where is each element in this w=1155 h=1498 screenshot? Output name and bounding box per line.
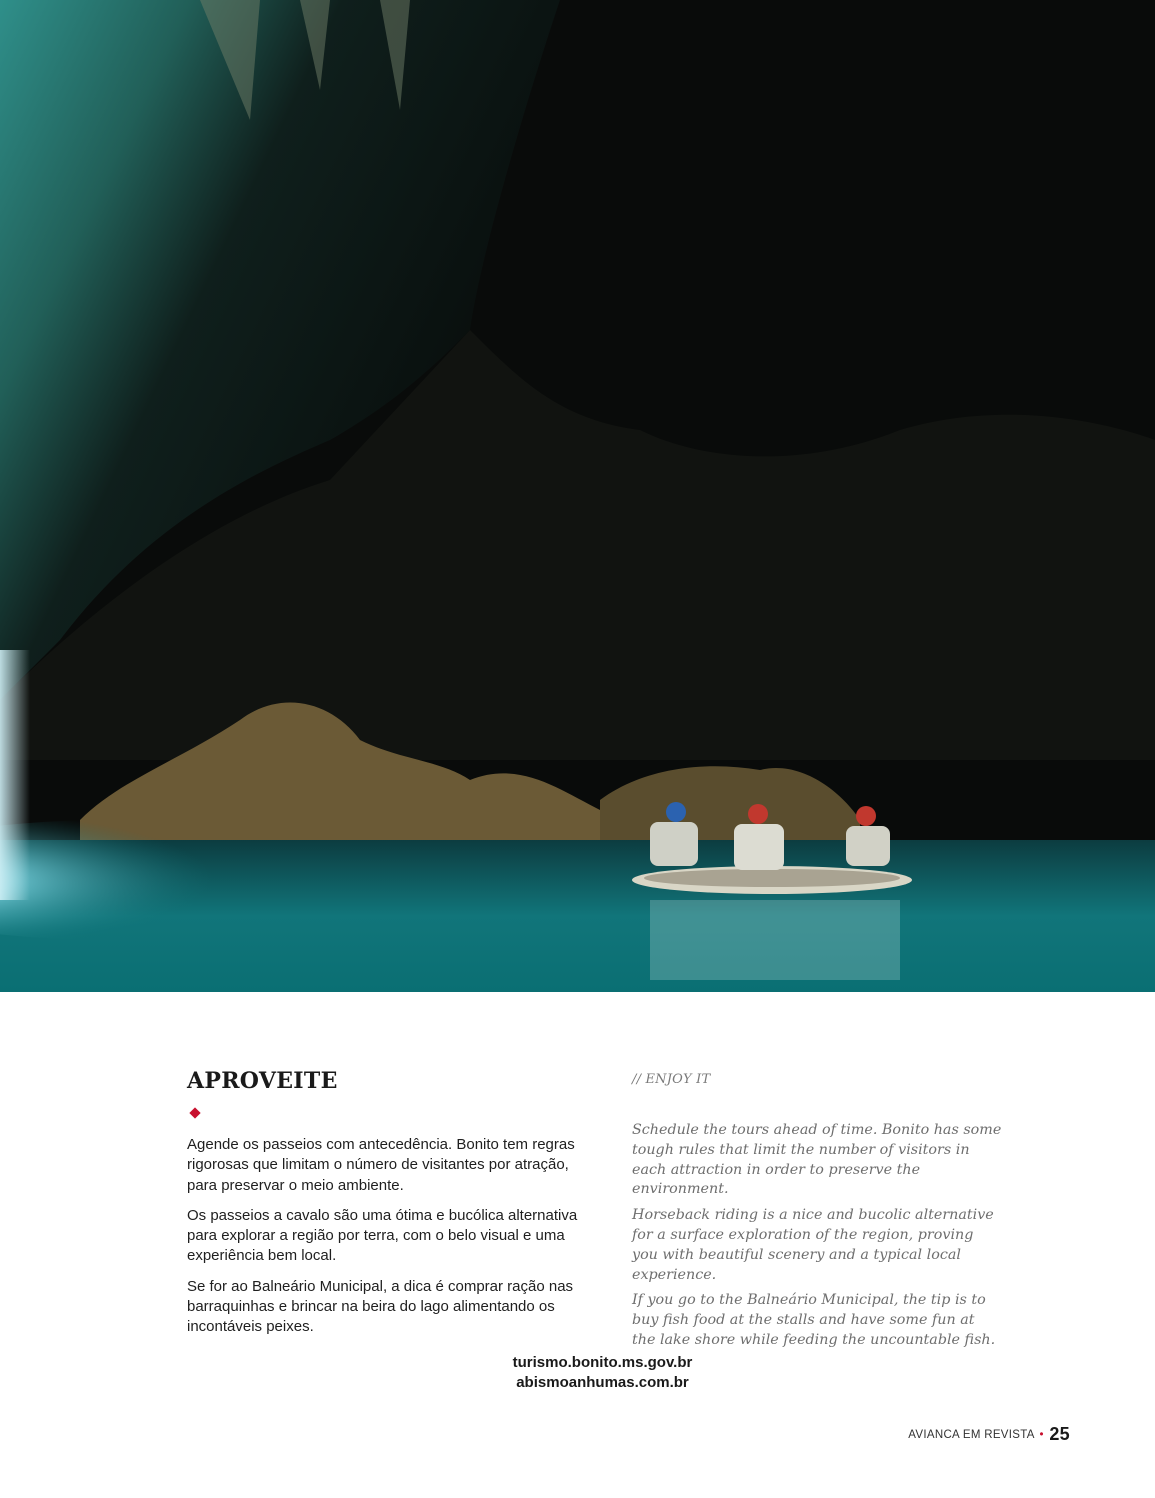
magazine-name: AVIANCA EM REVISTA [908, 1429, 1035, 1441]
link-turismo[interactable]: turismo.bonito.ms.gov.br [512, 1354, 693, 1371]
pt-paragraph: Se for ao Balneário Municipal, a dica é comprar ração nas barraquinhas e brincar na beira do lago alimentando os incontáveis peixes. [187, 1277, 574, 1336]
pt-paragraph: Os passeios a cavalo são uma ótima e bucólica alternativa para explorar a região por terra, com o belo visual e uma experiência bem local. [187, 1206, 578, 1265]
diamond-bullet-icon [189, 1107, 200, 1118]
en-paragraph: Horseback riding is a nice and bucolic alternative for a surface exploration of the region, proving you with beautiful scenery and a typical local experience. [632, 1207, 994, 1283]
en-paragraph: Schedule the tours ahead of time. Bonito has some tough rules that limit the number of visitors in each attraction in order to preserve the environment. [632, 1122, 1002, 1198]
portuguese-text [187, 1135, 597, 1348]
page-footer [908, 1424, 1070, 1445]
section-title: APROVEITE [187, 1068, 338, 1094]
page-number: 25 [1049, 1424, 1070, 1444]
separator-dot: • [1039, 1429, 1044, 1441]
website-links [0, 1353, 1155, 1392]
link-abismo[interactable]: abismoanhumas.com.br [516, 1373, 689, 1391]
english-title: // ENJOY IT [632, 1072, 711, 1087]
pt-paragraph: Agende os passeios com antecedência. Bonito tem regras rigorosas que limitam o número de visitantes por atração, para preservar o meio ambiente. [187, 1136, 575, 1194]
english-text [632, 1121, 1002, 1357]
en-paragraph: If you go to the Balneário Municipal, the tip is to buy fish food at the stalls and have some fun at the lake shore while feeding the uncountable fish. [632, 1292, 996, 1348]
